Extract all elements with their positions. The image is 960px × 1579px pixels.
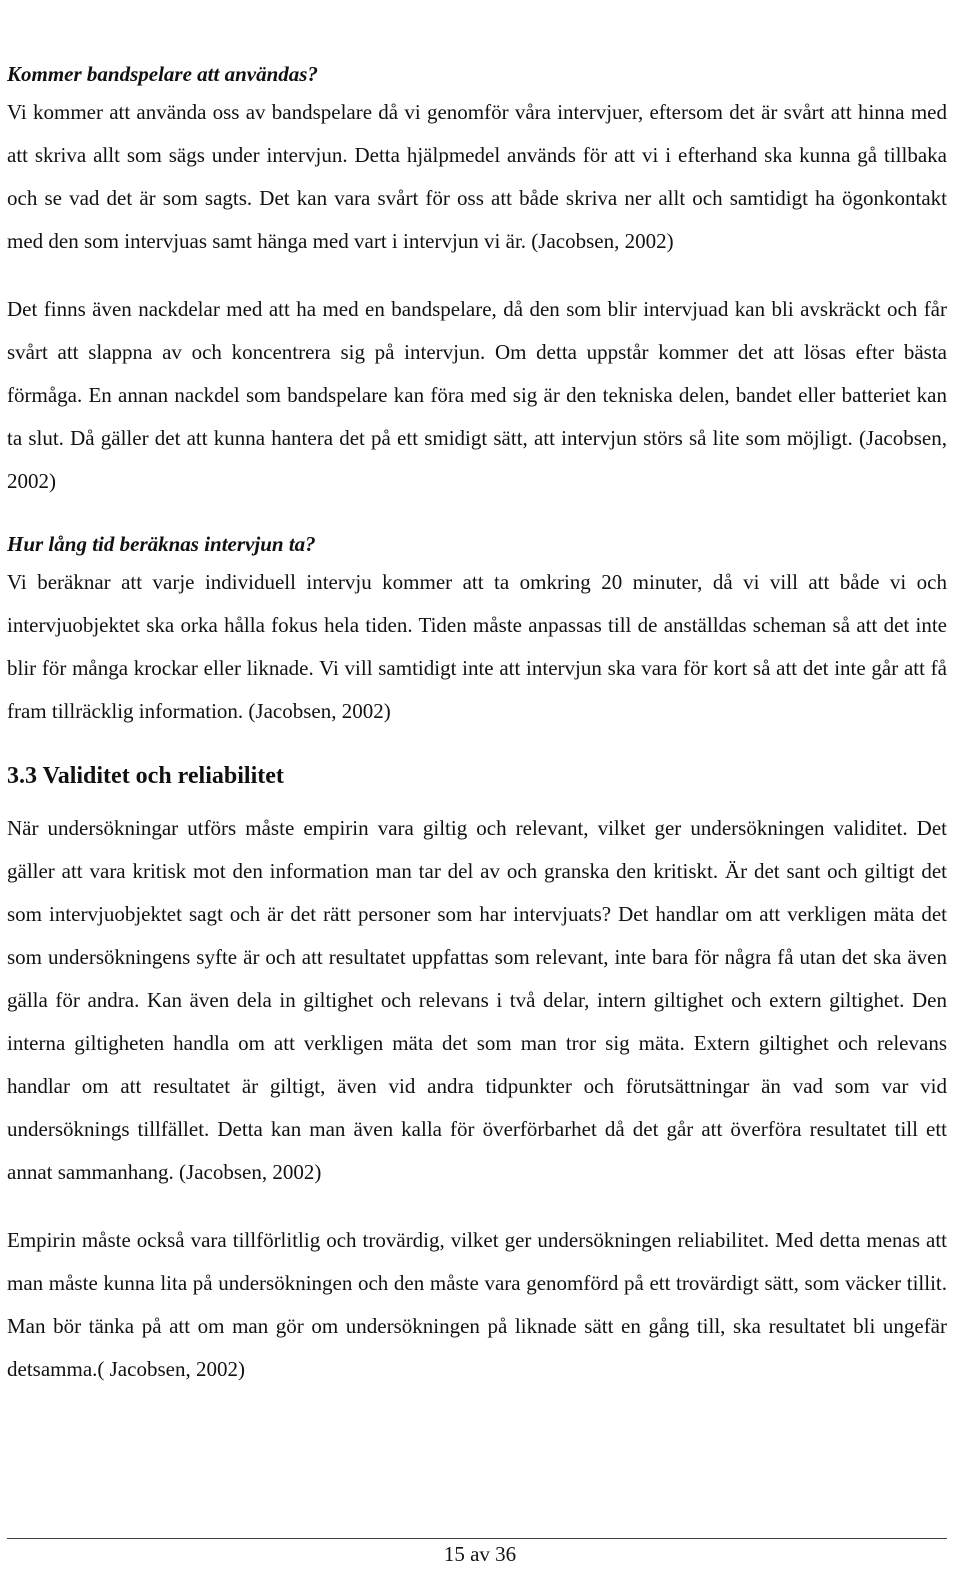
section-heading-validitet: 3.3 Validitet och reliabilitet: [7, 763, 284, 789]
subheading-bandspelare: Kommer bandspelare att användas?: [7, 62, 318, 86]
paragraph-bandspelare: Vi kommer att använda oss av bandspelare då vi genomför våra intervjuer, eftersom det är svårt att hinna med att skriva allt som sägs under intervjun. Detta hjälpmedel används för att vi i efterhand ska kunna gå tillbaka och se vad det är som sagts. Det kan vara svårt för oss att både skriva ner allt och samtidigt ha ögonkontakt med den som intervjuas samt hänga med vart i intervjun vi är. (Jacobsen, 2002): [7, 100, 947, 253]
paragraph-gap: [7, 794, 947, 807]
paragraph-validitet: När undersökningar utförs måste empirin vara giltig och relevant, vilket ger undersökningen validitet. Det gäller att vara kritisk mot den information man tar del av och granska den kritiskt. Är det sant och giltigt det som intervjuobjektet sagt och är det rätt personer som har intervjuats? Det handlar om att verkligen mäta det som undersökningens syfte är och att resultatet uppfattas som relevant, inte bara för några få utan det ska även gälla för andra. Kan även dela in giltighet och relevans i två delar, intern giltighet och extern giltighet. Den interna giltigheten handla om att verkligen mäta det som man tror sig mäta. Extern giltighet och relevans handlar om att resultatet är giltigt, även vid andra tidpunkter och förutsättningar än vad som var vid undersöknings tillfället. Detta kan man även kalla för överförbarhet då det går att överföra resultatet till ett annat sammanhang. (Jacobsen, 2002): [7, 816, 947, 1184]
page-footer: [0, 1530, 960, 1579]
paragraph-gap: [7, 1194, 947, 1219]
footer-divider: [7, 1538, 947, 1539]
paragraph-nackdelar: Det finns även nackdelar med att ha med en bandspelare, då den som blir intervjuad kan bli avskräckt och får svårt att slappna av och koncentrera sig på intervjun. Om detta uppstår kommer det att lösas efter bästa förmåga. En annan nackdel som bandspelare kan föra med sig är den tekniska delen, bandet eller batteriet kan ta slut. Då gäller det att kunna hantera det på ett smidigt sätt, att intervjun störs så lite som möjligt. (Jacobsen, 2002): [7, 297, 947, 493]
subheading-intervju-tid: Hur lång tid beräknas intervjun ta?: [7, 532, 316, 556]
page-number: 15 av 36: [443, 1542, 517, 1566]
document-body: [7, 58, 947, 1391]
paragraph-intervju-tid: Vi beräknar att varje individuell intervju kommer att ta omkring 20 minuter, då vi vill att både vi och intervjuobjektet ska orka hålla fokus hela tiden. Tiden måste anpassas till de anställdas scheman så att det inte blir för många krockar eller liknade. Vi vill samtidigt inte att intervjun ska vara för kort så att det inte går att få fram tillräcklig information. (Jacobsen, 2002): [7, 570, 947, 723]
paragraph-gap: [7, 263, 947, 288]
paragraph-gap: [7, 733, 947, 758]
paragraph-reliabilitet: Empirin måste också vara tillförlitlig och trovärdig, vilket ger undersökningen reliabilitet. Med detta menas att man måste kunna lita på undersökningen och den måste vara genomförd på ett trovärdigt sätt, som väcker tillit. Man bör tänka på att om man gör om undersökningen på liknade sätt en gång till, ska resultatet bli ungefär detsamma.( Jacobsen, 2002): [7, 1228, 947, 1381]
paragraph-gap: [7, 503, 947, 528]
